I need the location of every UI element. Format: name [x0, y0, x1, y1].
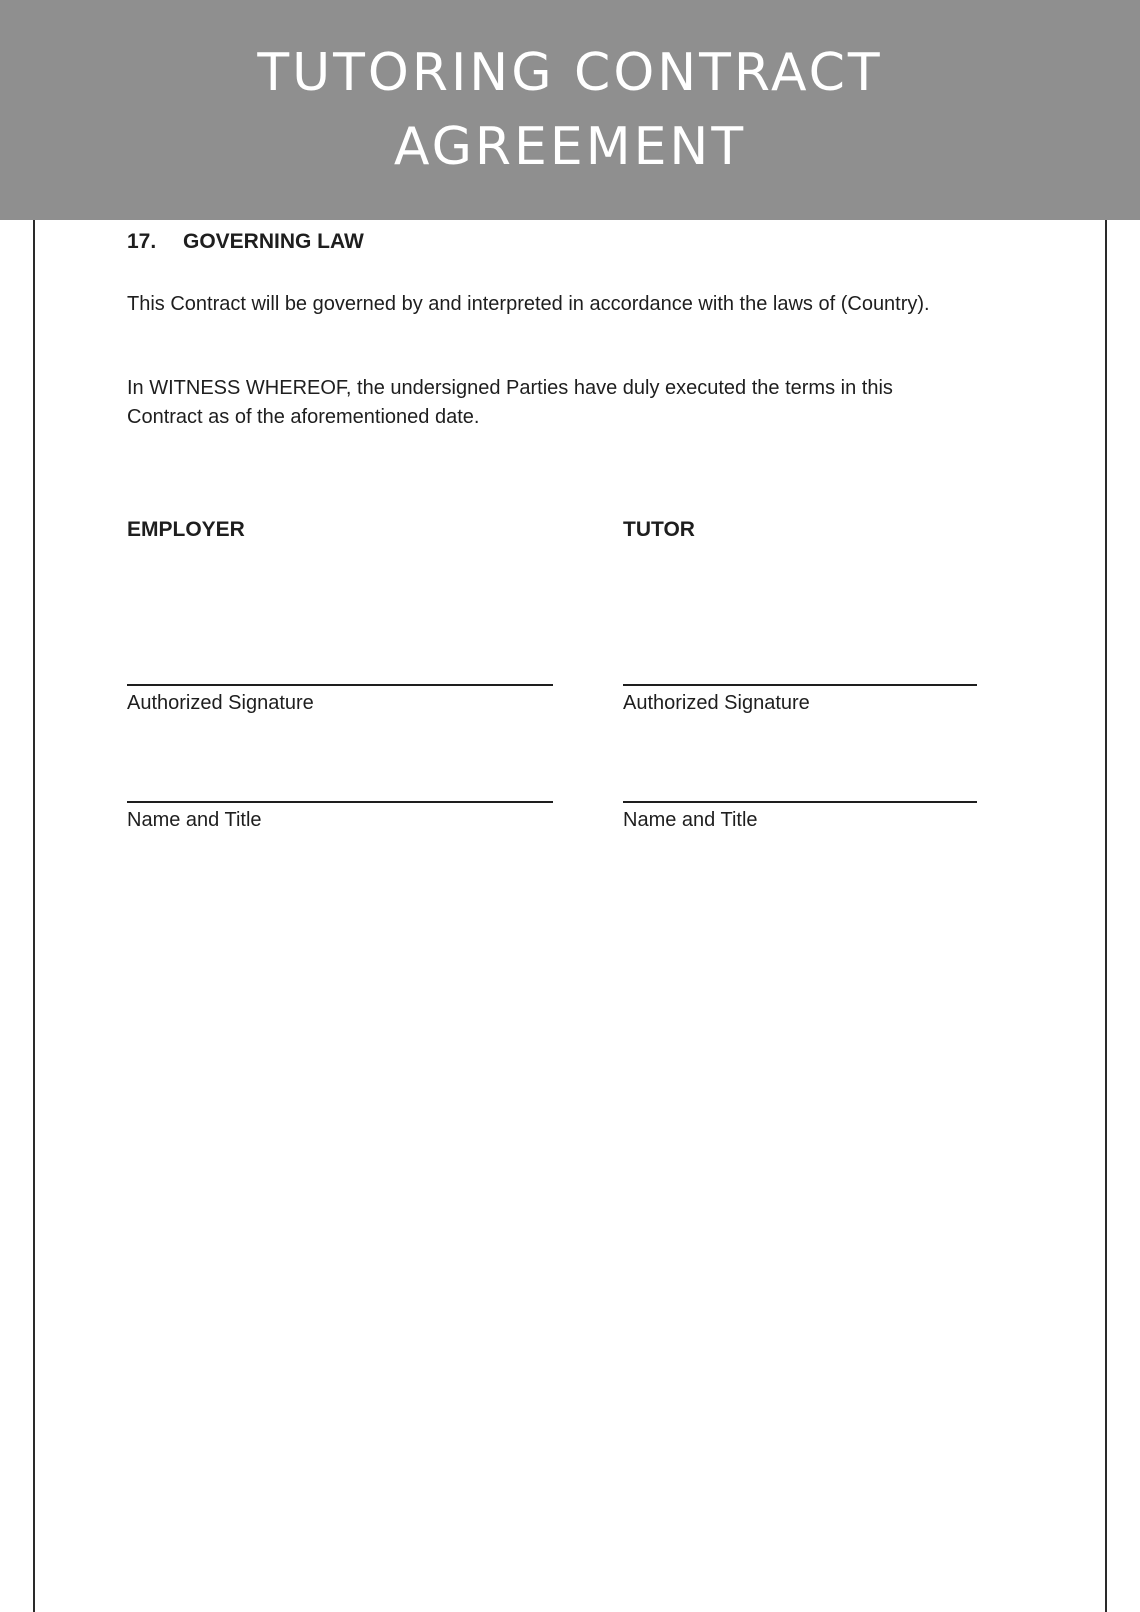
tutor-signature-line	[623, 684, 977, 686]
tutor-name-caption: Name and Title	[623, 809, 758, 831]
employer-signature-line	[127, 684, 553, 686]
banner-title-line-2: AGREEMENT	[393, 117, 747, 177]
employer-name-line	[127, 801, 553, 803]
banner-title-line-1: TUTORING CONTRACT	[257, 43, 883, 103]
tutor-signature-caption: Authorized Signature	[623, 692, 810, 714]
witness-paragraph	[127, 374, 893, 432]
title-banner	[0, 0, 1140, 220]
section-title: GOVERNING LAW	[183, 230, 364, 253]
employer-label: EMPLOYER	[127, 518, 245, 541]
governing-law-text: This Contract will be governed by and interpreted in accordance with the laws of (Country).	[127, 293, 930, 315]
section-heading	[127, 230, 364, 254]
section-number: 17.	[127, 230, 157, 253]
witness-line-2: Contract as of the aforementioned date.	[127, 406, 480, 428]
employer-signature-caption: Authorized Signature	[127, 692, 314, 714]
tutor-label: TUTOR	[623, 518, 695, 541]
employer-name-caption: Name and Title	[127, 809, 262, 831]
witness-line-1: In WITNESS WHEREOF, the undersigned Parties have duly executed the terms in this	[127, 377, 893, 399]
tutor-name-line	[623, 801, 977, 803]
